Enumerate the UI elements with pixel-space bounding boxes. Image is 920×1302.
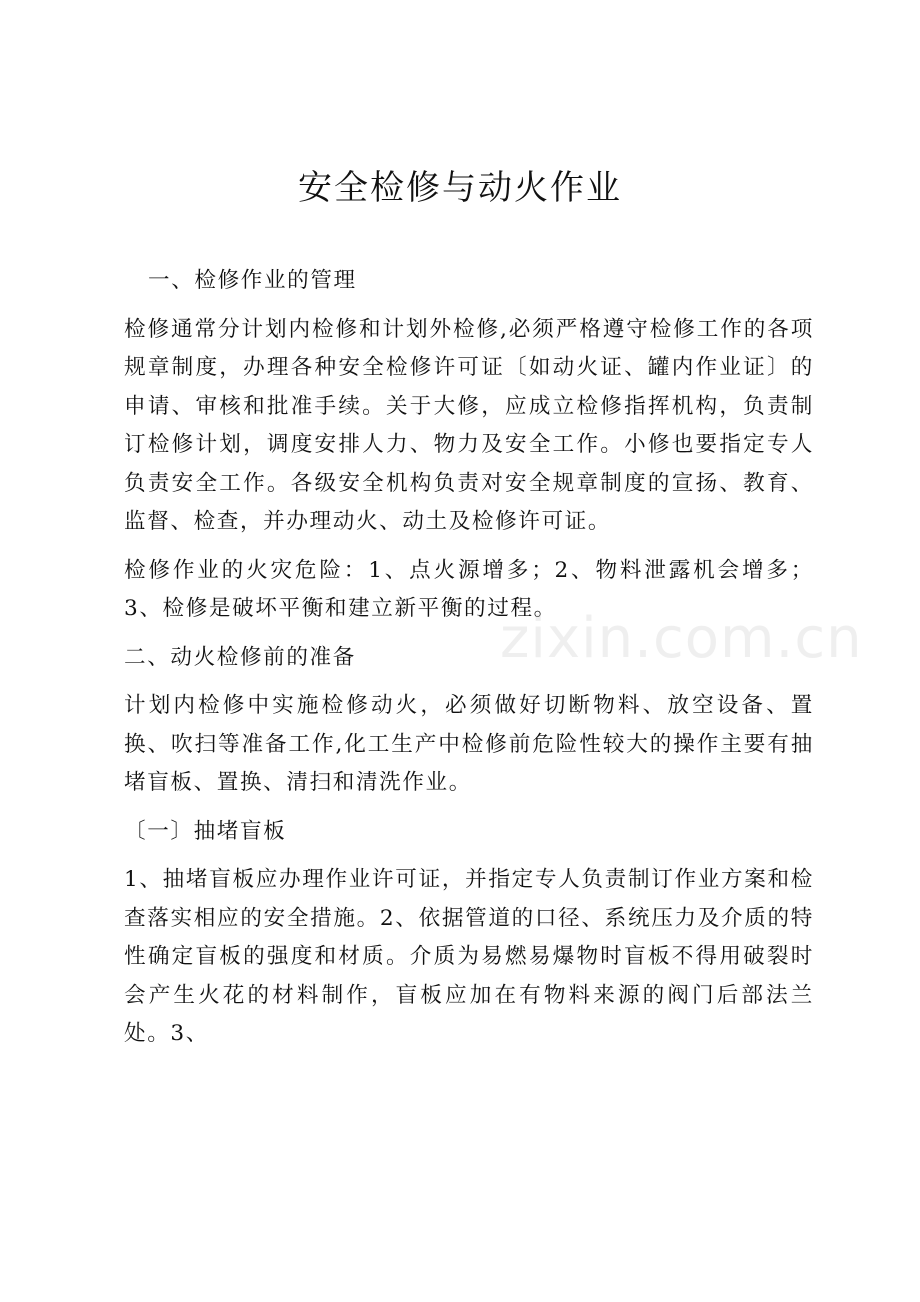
paragraph-1: 检修通常分计划内检修和计划外检修,必须严格遵守检修工作的各项规章制度，办理各种安全检修许可证〔如动火证、罐内作业证〕的申请、审核和批准手续。关于大修，应成立检修指挥机构，负责制订检修计划，调度安排人力、物力及安全工作。小修也要指定专人负责安全工作。各级安全机构负责对安全规章制度的宣扬、教育、监督、检查，并办理动火、动土及检修许可证。 <box>124 316 814 534</box>
document-title: 安全检修与动火作业 <box>298 168 622 208</box>
subsection-heading-1: 〔一〕抽堵盲板 <box>124 818 287 844</box>
paragraph-2: 检修作业的火灾危险：1、点火源增多；2、物料泄露机会增多；3、检修是破坏平衡和建立新平衡的过程。 <box>124 557 814 621</box>
paragraph-4: 1、抽堵盲板应办理作业许可证，并指定专人负责制订作业方案和检查落实相应的安全措施。2、依据管道的口径、系统压力及介质的特性确定盲板的强度和材质。介质为易燃易爆物时盲板不得用破裂时会产生火花的材料制作，盲板应加在有物料来源的阀门后部法兰处。3、 <box>124 867 814 1046</box>
section-heading-2: 二、动火检修前的准备 <box>124 644 356 670</box>
paragraph-3: 计划内检修中实施检修动火，必须做好切断物料、放空设备、置换、吹扫等准备工作,化工生产中检修前危险性较大的操作主要有抽堵盲板、置换、清扫和清洗作业。 <box>124 693 814 795</box>
document-body <box>124 262 814 1064</box>
section-heading-1: 一、检修作业的管理 <box>148 268 357 293</box>
watermark: zixin.com.cn <box>500 606 863 671</box>
